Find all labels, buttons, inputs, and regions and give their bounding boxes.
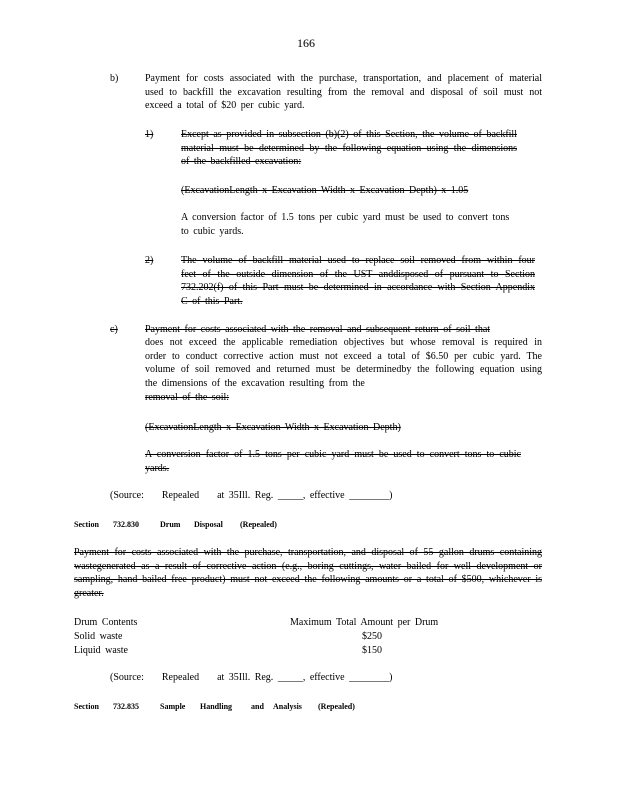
source-blank-1: _____	[277, 490, 303, 501]
section-835-number: 732.835	[113, 702, 139, 711]
table-row-solid-amount: $250	[362, 631, 382, 642]
section-830-struck-text: Payment for costs associated with the purchase, transportation, and disposal of 55 gallon drums containing wastegenerated as a result of corrective action (e.g., boring cuttings, water bailed for well development or sampling, hand bailed free product) must not exceed the following amounts or a total of $500, whichever is greater.	[74, 547, 542, 599]
source-prefix: (Source:	[110, 490, 144, 501]
subsection-c-conversion: A conversion factor of 1.5 tons per cubic yard must be used to convert tons to cubic yards.	[145, 449, 521, 474]
source-effective: , effective	[302, 490, 345, 501]
item-b1-conversion: A conversion factor of 1.5 tons per cubic yard must be used to convert tons to cubic yards.	[181, 212, 510, 237]
section-830-label: Section	[74, 520, 99, 529]
section-835-word2: Handling	[200, 702, 233, 711]
table-header-amount: Maximum Total Amount per Drum	[290, 617, 439, 628]
table-row-liquid-amount: $150	[362, 645, 382, 656]
section-830-number: 732.830	[113, 520, 139, 529]
subsection-c-struck-lead: Payment for costs associated with the removal and subsequent return of soil that	[145, 324, 491, 335]
item-b1-equation: (ExcavationLength x Excavation Width x Excavation Depth) x 1.05	[181, 185, 469, 196]
source-prefix: (Source:	[110, 672, 144, 683]
source-note-2	[110, 671, 392, 685]
section-835-word3: and	[251, 702, 264, 711]
source-note-1	[110, 489, 392, 503]
item-b2-marker: 2)	[145, 255, 154, 266]
subsection-b-marker: b)	[110, 73, 119, 84]
source-effective: , effective	[302, 672, 345, 683]
section-835-label: Section	[74, 702, 99, 711]
subsection-c-marker: c)	[110, 324, 118, 335]
section-835-word1: Sample	[160, 702, 186, 711]
subsection-b-text: Payment for costs associated with the purchase, transportation, and placement of material used to backfill the excavation resulting from the removal and disposal of soil must not exceed a total of $20 per cubic yard.	[145, 73, 542, 112]
section-830-word1: Drum	[160, 520, 181, 529]
source-blank-2: ________)	[349, 672, 393, 683]
item-b1-marker: 1)	[145, 129, 154, 140]
source-reg: at 35Ill. Reg.	[217, 672, 274, 683]
subsection-c-equation: (ExcavationLength x Excavation Width x Excavation Depth)	[145, 422, 401, 433]
page-number: 166	[297, 36, 315, 50]
item-b2-struck-text: The volume of backfill material used to replace soil removed from within four feet of the outside dimension of the UST anddisposed of pursuant to Section 732.202(f) of this Part must be determined in accordance with Section Appendix C of this Part.	[181, 255, 535, 307]
source-blank-2: ________)	[349, 490, 393, 501]
section-830-word2: Disposal	[194, 520, 223, 529]
subsection-c-text: does not exceed the applicable remediation objectives but whose removal is required in order to conduct corrective action must not exceed a total of $6.50 per cubic yard. The volume of soil removed and returned must be determinedby the following equation using the dimensions of the excavation resulting from the	[145, 337, 542, 389]
source-blank-1: _____	[277, 672, 303, 683]
source-repealed: Repealed	[161, 672, 200, 683]
source-reg: at 35Ill. Reg.	[217, 490, 274, 501]
table-row-solid-label: Solid waste	[74, 631, 123, 642]
section-835-status: (Repealed)	[318, 702, 355, 711]
subsection-c-struck-tail: removal of the soil:	[145, 392, 230, 403]
table-header-contents: Drum Contents	[74, 617, 138, 628]
item-b1-struck-text: Except as provided in subsection (b)(2) of this Section, the volume of backfill material must be determined by the following equation using the dimensions of the backfilled excavation:	[181, 129, 517, 168]
section-835-word4: Analysis	[273, 702, 302, 711]
section-830-status: (Repealed)	[240, 520, 277, 529]
source-repealed: Repealed	[161, 490, 200, 501]
table-row-liquid-label: Liquid waste	[74, 645, 128, 656]
